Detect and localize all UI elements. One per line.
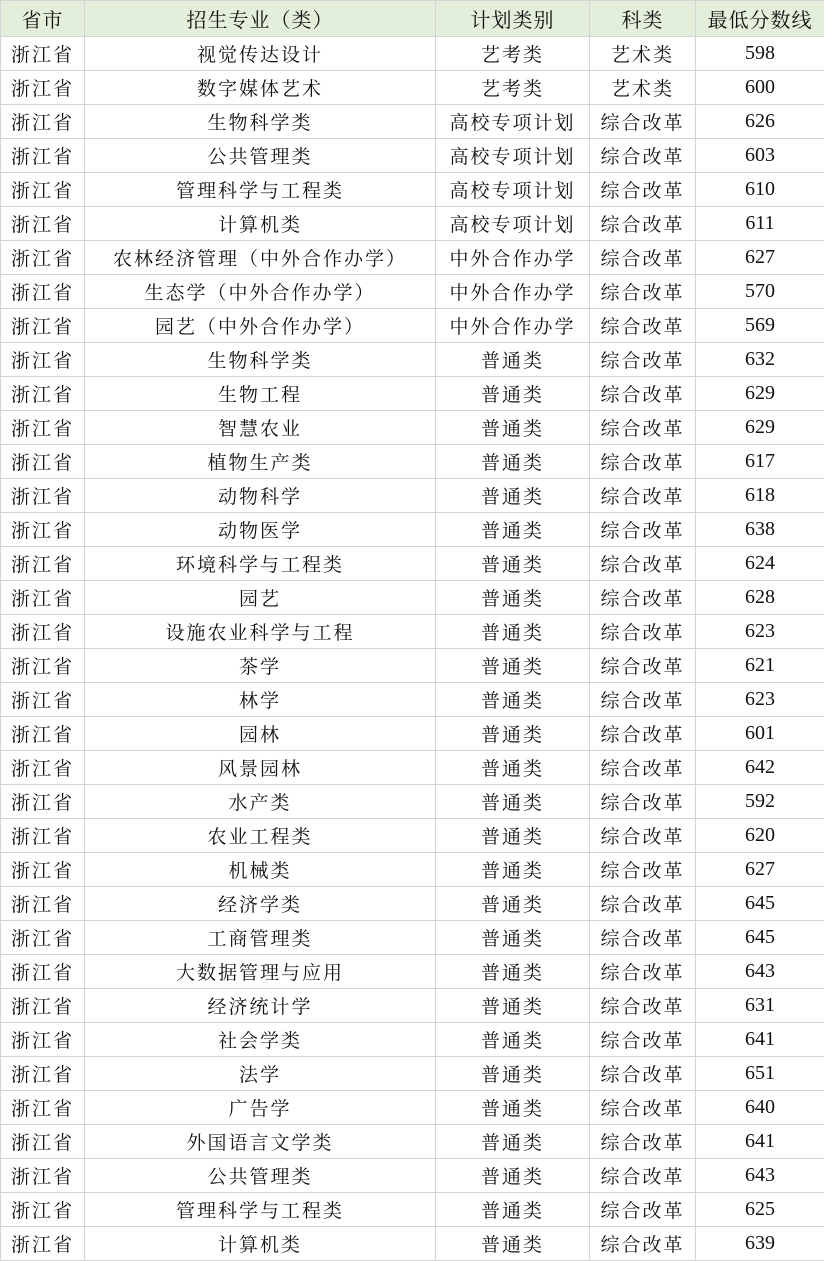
cell-min-score: 570: [696, 275, 824, 309]
cell-province: 浙江省: [1, 241, 85, 275]
table-row: [1, 241, 824, 275]
cell-subject-category: 综合改革: [590, 1091, 696, 1125]
cell-major: 动物医学: [85, 513, 436, 547]
cell-plan-type: 普通类: [436, 989, 590, 1023]
cell-plan-type: 普通类: [436, 547, 590, 581]
cell-min-score: 641: [696, 1125, 824, 1159]
table-row: [1, 275, 824, 309]
cell-province: 浙江省: [1, 683, 85, 717]
cell-major: 外国语言文学类: [85, 1125, 436, 1159]
cell-plan-type: 普通类: [436, 649, 590, 683]
table-row: [1, 37, 824, 71]
cell-min-score: 639: [696, 1227, 824, 1261]
cell-plan-type: 普通类: [436, 513, 590, 547]
cell-subject-category: 综合改革: [590, 105, 696, 139]
cell-plan-type: 普通类: [436, 411, 590, 445]
table-row: [1, 547, 824, 581]
cell-major: 大数据管理与应用: [85, 955, 436, 989]
cell-plan-type: 艺考类: [436, 37, 590, 71]
cell-subject-category: 综合改革: [590, 343, 696, 377]
cell-plan-type: 普通类: [436, 1091, 590, 1125]
cell-major: 农业工程类: [85, 819, 436, 853]
cell-plan-type: 高校专项计划: [436, 139, 590, 173]
cell-plan-type: 普通类: [436, 683, 590, 717]
table-row: [1, 581, 824, 615]
cell-province: 浙江省: [1, 1091, 85, 1125]
table-row: [1, 513, 824, 547]
table-row: [1, 1159, 824, 1193]
table-row: [1, 1125, 824, 1159]
cell-major: 生物科学类: [85, 105, 436, 139]
cell-min-score: 627: [696, 241, 824, 275]
cell-plan-type: 普通类: [436, 1125, 590, 1159]
cell-major: 社会学类: [85, 1023, 436, 1057]
cell-min-score: 624: [696, 547, 824, 581]
header-subject-category: 科类: [590, 1, 696, 37]
table-row: [1, 71, 824, 105]
cell-min-score: 617: [696, 445, 824, 479]
cell-subject-category: 综合改革: [590, 581, 696, 615]
cell-major: 管理科学与工程类: [85, 1193, 436, 1227]
cell-subject-category: 综合改革: [590, 241, 696, 275]
cell-subject-category: 综合改革: [590, 377, 696, 411]
cell-min-score: 641: [696, 1023, 824, 1057]
cell-min-score: 631: [696, 989, 824, 1023]
cell-subject-category: 艺术类: [590, 37, 696, 71]
table-row: [1, 207, 824, 241]
cell-subject-category: 综合改革: [590, 853, 696, 887]
cell-province: 浙江省: [1, 173, 85, 207]
table-row: [1, 445, 824, 479]
cell-plan-type: 普通类: [436, 615, 590, 649]
cell-province: 浙江省: [1, 819, 85, 853]
cell-subject-category: 综合改革: [590, 1193, 696, 1227]
cell-subject-category: 综合改革: [590, 207, 696, 241]
cell-subject-category: 综合改革: [590, 173, 696, 207]
cell-plan-type: 普通类: [436, 1057, 590, 1091]
cell-subject-category: 综合改革: [590, 513, 696, 547]
cell-min-score: 621: [696, 649, 824, 683]
cell-min-score: 643: [696, 1159, 824, 1193]
cell-min-score: 623: [696, 683, 824, 717]
cell-subject-category: 综合改革: [590, 819, 696, 853]
table-row: [1, 377, 824, 411]
cell-province: 浙江省: [1, 853, 85, 887]
cell-province: 浙江省: [1, 37, 85, 71]
cell-min-score: 618: [696, 479, 824, 513]
cell-province: 浙江省: [1, 309, 85, 343]
cell-subject-category: 综合改革: [590, 1023, 696, 1057]
cell-major: 农林经济管理（中外合作办学）: [85, 241, 436, 275]
cell-province: 浙江省: [1, 1193, 85, 1227]
cell-major: 数字媒体艺术: [85, 71, 436, 105]
cell-province: 浙江省: [1, 547, 85, 581]
table-body: [1, 37, 824, 1261]
cell-province: 浙江省: [1, 275, 85, 309]
header-plan-type: 计划类别: [436, 1, 590, 37]
cell-major: 智慧农业: [85, 411, 436, 445]
cell-min-score: 642: [696, 751, 824, 785]
cell-min-score: 629: [696, 411, 824, 445]
table-row: [1, 1023, 824, 1057]
cell-plan-type: 普通类: [436, 343, 590, 377]
cell-major: 风景园林: [85, 751, 436, 785]
table-row: [1, 411, 824, 445]
cell-plan-type: 普通类: [436, 955, 590, 989]
cell-min-score: 645: [696, 921, 824, 955]
cell-major: 园林: [85, 717, 436, 751]
cell-plan-type: 普通类: [436, 377, 590, 411]
cell-plan-type: 中外合作办学: [436, 275, 590, 309]
cell-province: 浙江省: [1, 343, 85, 377]
cell-major: 视觉传达设计: [85, 37, 436, 71]
cell-major: 工商管理类: [85, 921, 436, 955]
cell-major: 经济统计学: [85, 989, 436, 1023]
cell-province: 浙江省: [1, 921, 85, 955]
cell-subject-category: 综合改革: [590, 445, 696, 479]
cell-subject-category: 综合改革: [590, 683, 696, 717]
header-province: 省市: [1, 1, 85, 37]
table-row: [1, 751, 824, 785]
cell-subject-category: 综合改革: [590, 1227, 696, 1261]
cell-major: 植物生产类: [85, 445, 436, 479]
cell-major: 广告学: [85, 1091, 436, 1125]
cell-province: 浙江省: [1, 105, 85, 139]
cell-province: 浙江省: [1, 479, 85, 513]
cell-plan-type: 中外合作办学: [436, 309, 590, 343]
cell-min-score: 645: [696, 887, 824, 921]
cell-major: 公共管理类: [85, 1159, 436, 1193]
cell-min-score: 627: [696, 853, 824, 887]
cell-min-score: 569: [696, 309, 824, 343]
cell-major: 水产类: [85, 785, 436, 819]
cell-min-score: 611: [696, 207, 824, 241]
cell-province: 浙江省: [1, 71, 85, 105]
cell-province: 浙江省: [1, 377, 85, 411]
cell-province: 浙江省: [1, 785, 85, 819]
cell-plan-type: 普通类: [436, 717, 590, 751]
cell-min-score: 603: [696, 139, 824, 173]
cell-major: 机械类: [85, 853, 436, 887]
cell-province: 浙江省: [1, 581, 85, 615]
cell-plan-type: 高校专项计划: [436, 207, 590, 241]
cell-min-score: 628: [696, 581, 824, 615]
cell-subject-category: 综合改革: [590, 955, 696, 989]
cell-min-score: 643: [696, 955, 824, 989]
cell-min-score: 592: [696, 785, 824, 819]
cell-subject-category: 综合改革: [590, 1125, 696, 1159]
table-row: [1, 1091, 824, 1125]
cell-subject-category: 综合改革: [590, 785, 696, 819]
table-row: [1, 309, 824, 343]
table-row: [1, 955, 824, 989]
cell-subject-category: 综合改革: [590, 717, 696, 751]
table-row: [1, 853, 824, 887]
cell-major: 环境科学与工程类: [85, 547, 436, 581]
cell-min-score: 626: [696, 105, 824, 139]
cell-plan-type: 普通类: [436, 751, 590, 785]
cell-province: 浙江省: [1, 649, 85, 683]
header-major: 招生专业（类）: [85, 1, 436, 37]
cell-plan-type: 普通类: [436, 445, 590, 479]
cell-subject-category: 综合改革: [590, 139, 696, 173]
cell-province: 浙江省: [1, 1057, 85, 1091]
cell-min-score: 651: [696, 1057, 824, 1091]
cell-province: 浙江省: [1, 411, 85, 445]
cell-province: 浙江省: [1, 751, 85, 785]
cell-min-score: 640: [696, 1091, 824, 1125]
cell-province: 浙江省: [1, 1023, 85, 1057]
cell-subject-category: 综合改革: [590, 887, 696, 921]
cell-plan-type: 普通类: [436, 1193, 590, 1227]
cell-subject-category: 综合改革: [590, 649, 696, 683]
cell-plan-type: 普通类: [436, 1227, 590, 1261]
cell-subject-category: 综合改革: [590, 309, 696, 343]
cell-subject-category: 综合改革: [590, 1159, 696, 1193]
cell-plan-type: 普通类: [436, 1159, 590, 1193]
table-row: [1, 989, 824, 1023]
cell-province: 浙江省: [1, 955, 85, 989]
cell-major: 生物工程: [85, 377, 436, 411]
table-row: [1, 105, 824, 139]
cell-major: 茶学: [85, 649, 436, 683]
cell-province: 浙江省: [1, 717, 85, 751]
cell-min-score: 625: [696, 1193, 824, 1227]
table-row: [1, 173, 824, 207]
cell-plan-type: 普通类: [436, 921, 590, 955]
cell-province: 浙江省: [1, 513, 85, 547]
cell-plan-type: 高校专项计划: [436, 173, 590, 207]
cell-subject-category: 综合改革: [590, 547, 696, 581]
cell-subject-category: 综合改革: [590, 751, 696, 785]
cell-min-score: 601: [696, 717, 824, 751]
cell-plan-type: 普通类: [436, 819, 590, 853]
cell-plan-type: 普通类: [436, 853, 590, 887]
table-row: [1, 649, 824, 683]
cell-plan-type: 艺考类: [436, 71, 590, 105]
cell-subject-category: 艺术类: [590, 71, 696, 105]
cell-min-score: 620: [696, 819, 824, 853]
cell-plan-type: 普通类: [436, 479, 590, 513]
table-row: [1, 615, 824, 649]
cell-major: 动物科学: [85, 479, 436, 513]
cell-province: 浙江省: [1, 1159, 85, 1193]
cell-subject-category: 综合改革: [590, 989, 696, 1023]
cell-subject-category: 综合改革: [590, 615, 696, 649]
cell-plan-type: 普通类: [436, 581, 590, 615]
table-row: [1, 717, 824, 751]
table-row: [1, 785, 824, 819]
cell-min-score: 600: [696, 71, 824, 105]
table-row: [1, 887, 824, 921]
table-header-row: [1, 1, 824, 37]
table-row: [1, 1057, 824, 1091]
cell-major: 园艺: [85, 581, 436, 615]
cell-major: 生物科学类: [85, 343, 436, 377]
cell-province: 浙江省: [1, 207, 85, 241]
cell-major: 计算机类: [85, 1227, 436, 1261]
cell-major: 生态学（中外合作办学）: [85, 275, 436, 309]
cell-plan-type: 普通类: [436, 887, 590, 921]
cell-subject-category: 综合改革: [590, 479, 696, 513]
cell-min-score: 632: [696, 343, 824, 377]
cell-subject-category: 综合改革: [590, 411, 696, 445]
cell-major: 法学: [85, 1057, 436, 1091]
table-row: [1, 1227, 824, 1261]
cell-major: 计算机类: [85, 207, 436, 241]
cell-province: 浙江省: [1, 445, 85, 479]
cell-major: 公共管理类: [85, 139, 436, 173]
cell-province: 浙江省: [1, 887, 85, 921]
cell-plan-type: 中外合作办学: [436, 241, 590, 275]
cell-min-score: 623: [696, 615, 824, 649]
cell-subject-category: 综合改革: [590, 1057, 696, 1091]
cell-major: 园艺（中外合作办学）: [85, 309, 436, 343]
cell-province: 浙江省: [1, 139, 85, 173]
cell-plan-type: 普通类: [436, 1023, 590, 1057]
cell-plan-type: 高校专项计划: [436, 105, 590, 139]
table-row: [1, 479, 824, 513]
cell-min-score: 638: [696, 513, 824, 547]
cell-major: 管理科学与工程类: [85, 173, 436, 207]
cell-province: 浙江省: [1, 1227, 85, 1261]
cell-province: 浙江省: [1, 615, 85, 649]
cell-plan-type: 普通类: [436, 785, 590, 819]
table-row: [1, 343, 824, 377]
table-row: [1, 819, 824, 853]
cell-subject-category: 综合改革: [590, 275, 696, 309]
cell-min-score: 629: [696, 377, 824, 411]
cell-major: 林学: [85, 683, 436, 717]
table-row: [1, 683, 824, 717]
table-row: [1, 1193, 824, 1227]
header-min-score: 最低分数线: [696, 1, 824, 37]
cell-major: 经济学类: [85, 887, 436, 921]
table-row: [1, 139, 824, 173]
cell-province: 浙江省: [1, 989, 85, 1023]
cell-major: 设施农业科学与工程: [85, 615, 436, 649]
cell-province: 浙江省: [1, 1125, 85, 1159]
cell-min-score: 610: [696, 173, 824, 207]
table-row: [1, 921, 824, 955]
cell-subject-category: 综合改革: [590, 921, 696, 955]
cell-min-score: 598: [696, 37, 824, 71]
